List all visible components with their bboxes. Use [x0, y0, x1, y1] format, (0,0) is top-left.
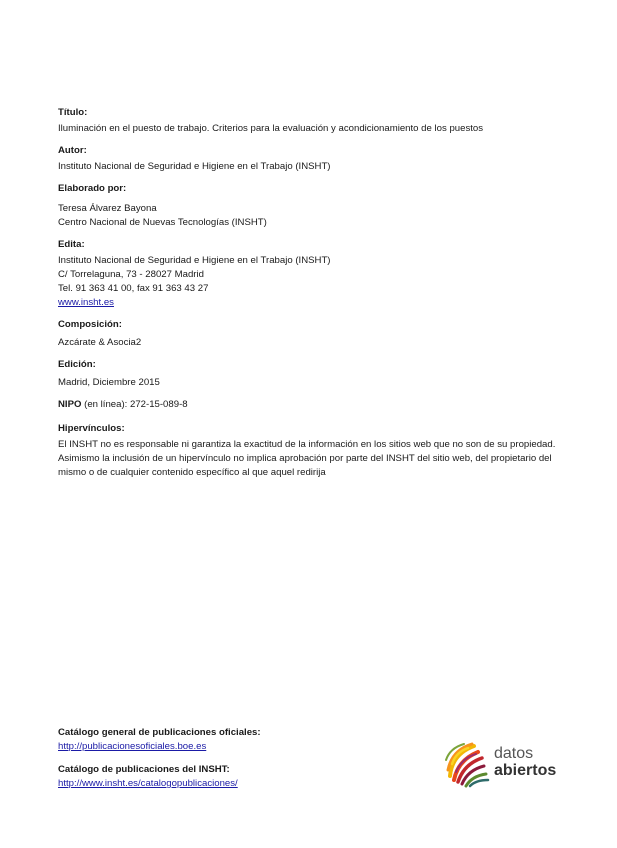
hipervinculos-label: Hipervínculos: [58, 423, 125, 434]
insht-website-link[interactable]: www.insht.es [58, 297, 114, 308]
elaborado-line-1: Teresa Álvarez Bayona [58, 203, 157, 214]
autor-section [58, 144, 563, 174]
edita-line-1: Instituto Nacional de Seguridad e Higiene en el Trabajo (INSHT) [58, 255, 331, 266]
autor-label: Autor: [58, 145, 87, 156]
edita-section [58, 238, 563, 310]
catalogo-general-link[interactable]: http://publicacionesoficiales.boe.es [58, 741, 207, 752]
datos-abiertos-logo-mark [442, 736, 496, 790]
credits-block [58, 106, 563, 488]
edita-label: Edita: [58, 239, 85, 250]
composicion-label: Composición: [58, 319, 122, 330]
catalogo-insht-section [58, 763, 261, 790]
hipervinculos-text: El INSHT no es responsable ni garantiza la exactitud de la información en los sitios web que no son de su propiedad. Asimismo la inclusión de un hipervínculo no implica aprobación por parte del INSHT del sitio web, del propietario del mismo o de cualquier contenido específico al que aquel redirija [58, 439, 556, 478]
edicion-section [58, 358, 563, 390]
elaborado-section [58, 182, 563, 230]
hipervinculos-section [58, 422, 563, 480]
edicion-label: Edición: [58, 359, 96, 370]
titulo-section [58, 106, 563, 136]
titulo-label: Título: [58, 107, 88, 118]
edita-line-3: Tel. 91 363 41 00, fax 91 363 43 27 [58, 283, 209, 294]
nipo-label: NIPO [58, 399, 82, 410]
nipo-value: (en línea): 272-15-089-8 [81, 399, 188, 410]
composicion-section [58, 318, 563, 350]
catalogo-general-label: Catálogo general de publicaciones oficiales: [58, 727, 261, 738]
catalog-block [58, 726, 261, 800]
logo-text-abiertos: abiertos [494, 762, 557, 779]
edita-line-2: C/ Torrelaguna, 73 - 28027 Madrid [58, 269, 204, 280]
catalogo-insht-link[interactable]: http://www.insht.es/catalogopublicaciones/ [58, 778, 238, 789]
datos-abiertos-logo [442, 736, 567, 790]
composicion-value: Azcárate & Asocia2 [58, 337, 142, 348]
nipo-section [58, 398, 563, 412]
titulo-value: Iluminación en el puesto de trabajo. Criterios para la evaluación y acondicionamiento de los puestos [58, 123, 484, 134]
logo-text-datos: datos [494, 745, 534, 762]
elaborado-label: Elaborado por: [58, 183, 127, 194]
autor-value: Instituto Nacional de Seguridad e Higiene en el Trabajo (INSHT) [58, 161, 331, 172]
catalogo-insht-label: Catálogo de publicaciones del INSHT: [58, 764, 230, 775]
catalogo-general-section [58, 726, 261, 753]
edicion-value: Madrid, Diciembre 2015 [58, 377, 160, 388]
elaborado-line-2: Centro Nacional de Nuevas Tecnologías (INSHT) [58, 217, 267, 228]
